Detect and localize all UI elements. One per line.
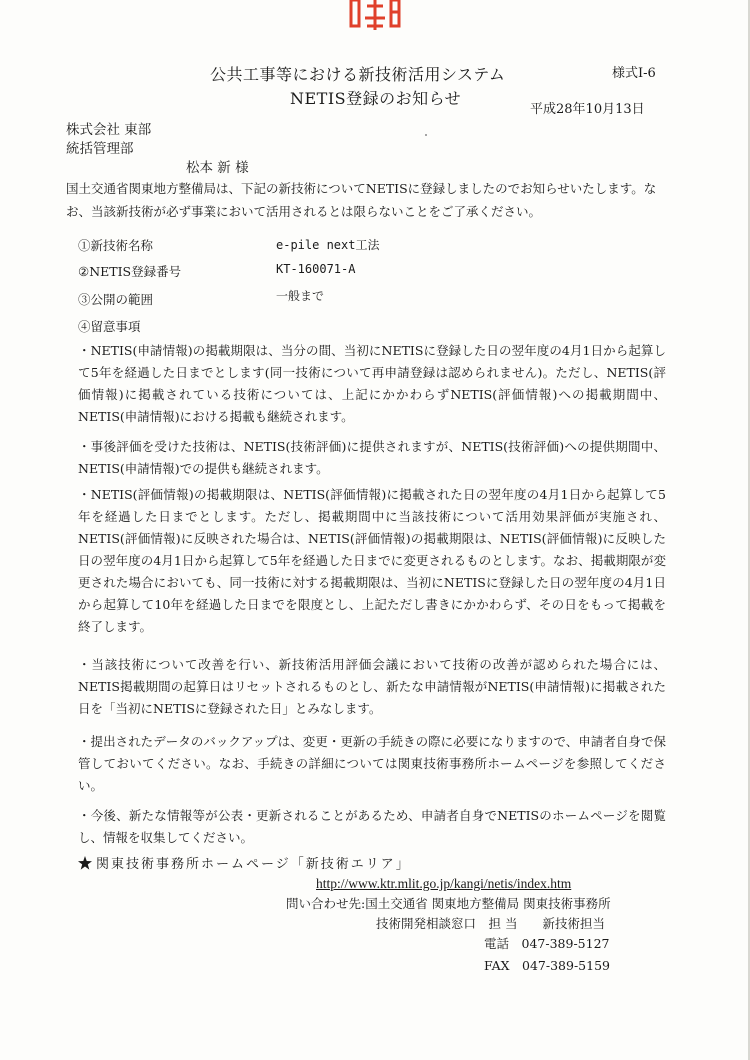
document-title-line1: 公共工事等における新技術活用システム [210,65,506,84]
scan-speck [425,134,427,136]
homepage-url-link[interactable]: http://www.ktr.mlit.go.jp/kangi/netis/index.htm [316,876,572,891]
note-item: ・NETIS(評価情報)の掲載期限は、NETIS(評価情報)に掲載された日の翌年度の4月1日から起算して5年を経過した日までとします。ただし、掲載期間中に当該技術について活用効果評価が実施され、NETIS(評価情報)に反映された場合は、NETIS(評価情報)の掲載期限は、NETIS(評価情報)に反映した日の翌年度の4月1日から起算して5年を経過した日までに変更されるものとします。なお、掲載期限が変更された場合においても、同一技術に対する掲載期限は、当初にNETISに登録した日の翌年度の4月1日から起算して10年を経過した日までを限度とし、上記ただし書きにかかわらず、その日をもって掲載を終了します。 [78,487,666,634]
recipient-name: 松本 新 様 [186,160,249,176]
note-item: ・事後評価を受けた技術は、NETIS(技術評価)に提供されますが、NETIS(技術評価)への提供期間中、NETIS(申請情報)での提供も継続されます。 [78,439,666,476]
homepage-line [78,853,411,872]
contact-line2: 技術開発相談窓口 担 当 新技術担当 [376,916,605,931]
note-item: ・提出されたデータのバックアップは、変更・更新の手続きの際に必要になりますので、申請者自身で保管しておいてください。なお、手続きの詳細については関東技術事務所ホームページを参照してください。 [78,734,666,793]
item-label-disclosure-scope: ③公開の範囲 [78,292,154,307]
item-value-disclosure-scope: 一般まで [276,289,325,303]
notes-heading: ④留意事項 [78,319,141,334]
recipient-department: 統括管理部 [66,141,134,157]
intro-paragraph: 国土交通省関東地方整備局は、下記の新技術についてNETISに登録しましたのでお知らせいたします。なお、当該新技術が必ず事業において活用されるとは限らないことをご了承ください。 [66,181,657,219]
star-bullet-icon [78,856,92,870]
note-item: ・NETIS(申請情報)の掲載期限は、当分の間、当初にNETISに登録した日の翌年度の4月1日から起算して5年を経過した日までとします(同一技術について再申請登録は認められません)。ただし、NETIS(評価情報)に掲載されている技術については、上記にかかわらずNETIS(評価情報)への掲載期間中、NETIS(申請情報)における掲載も継続されます。 [78,343,666,424]
note-item: ・当該技術について改善を行い、新技術活用評価会議において技術の改善が認められた場合には、NETIS掲載期間の起算日はリセットされるものとし、新たな申請情報がNETIS(申請情報)に掲載された日を「当初にNETISに登録された日」とみなします。 [78,657,666,716]
homepage-label: 関東技術事務所ホームページ「新技術エリア」 [96,857,411,872]
item-label-tech-name: ①新技術名称 [78,238,154,253]
issue-date: 平成28年10月13日 [530,102,645,117]
item-value-tech-name: e-pile next工法 [276,238,380,252]
contact-line1: 問い合わせ先:国土交通省 関東地方整備局 関東技術事務所 [286,896,611,911]
red-seal-stamp [345,0,405,32]
item-label-netis-number: ②NETIS登録番号 [78,264,182,279]
contact-fax: FAX 047-389-5159 [484,958,610,973]
note-item: ・今後、新たな情報等が公表・更新されることがあるため、申請者自身でNETISのホームページを閲覧し、情報を収集してください。 [78,808,666,845]
document-title-line2: NETIS登録のお知らせ [290,89,462,108]
form-number: 様式Ⅰ-6 [612,66,656,81]
recipient-company: 株式会社 東部 [66,122,152,138]
contact-tel: 電話 047-389-5127 [484,936,610,951]
item-value-netis-number: KT-160071-A [276,262,356,276]
